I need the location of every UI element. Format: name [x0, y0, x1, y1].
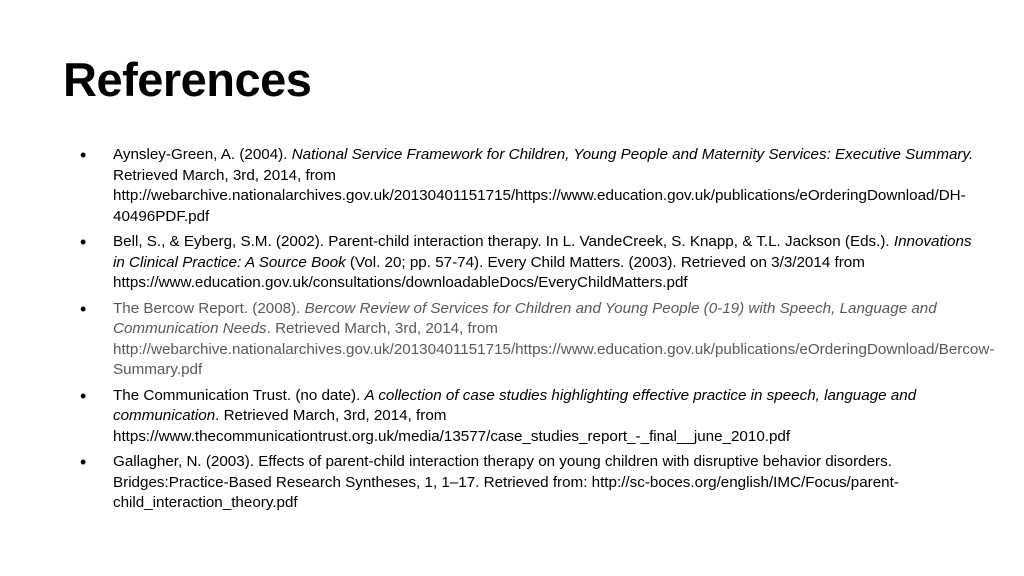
- bullet-icon: •: [80, 145, 87, 165]
- reference-tail: . Retrieved March, 3rd, 2014, from: [215, 407, 447, 424]
- bullet-icon: •: [80, 232, 87, 252]
- reference-title: Innovations in Clinical Practice: A Source Book: [113, 233, 972, 271]
- reference-lead: The Communication Trust. (no date).: [113, 386, 365, 404]
- reference-item: [80, 145, 980, 227]
- bullet-icon: •: [80, 298, 87, 319]
- reference-item: [80, 452, 980, 514]
- reference-lead: Aynsley-Green, A. (2004).: [113, 146, 292, 163]
- reference-title: Bercow Review of Services for Children and Young People (0-19) with Speech, Language and Communication Needs: [113, 299, 937, 337]
- reference-tail: Retrieved March, 3rd, 2014, from: [113, 166, 336, 184]
- reference-title: National Service Framework for Children, Young People and Maternity Services: Executive Summary.: [291, 146, 974, 163]
- bullet-icon: •: [80, 385, 87, 406]
- reference-tail: (Vol. 20; pp. 57-74). Every Child Matters. (2003). Retrieved on 3/3/2014 from: [345, 253, 865, 271]
- reference-lead: Gallagher, N. (2003). Effects of parent-child interaction therapy on young children with disruptive behavior disorders. Bridges:Practice-Based Research Syntheses, 1, 1–17. Retrieved from: http://sc-boces.org/english/IMC/Focus/parent-child_interaction_theory.pdf: [113, 453, 899, 511]
- reference-tail: . Retrieved March, 3rd, 2014, from: [266, 320, 498, 337]
- reference-lead: The Bercow Report. (2008).: [113, 299, 305, 317]
- reference-item: [80, 232, 980, 294]
- reference-url: http://webarchive.nationalarchives.gov.uk/20130401151715/https://www.education.gov.uk/publications/eOrderingDownload/Bercow-Summary.pdf: [113, 340, 995, 378]
- slide-title: References: [63, 53, 312, 106]
- reference-list: [80, 145, 995, 519]
- reference-url: https://www.thecommunicationtrust.org.uk/media/13577/case_studies_report_-_final__june_2010.pdf: [113, 427, 791, 445]
- reference-url: https://www.education.gov.uk/consultations/downloadableDocs/EveryChildMatters.pdf: [113, 274, 688, 291]
- reference-item: [80, 386, 980, 448]
- reference-lead: Bell, S., & Eyberg, S.M. (2002). Parent-child interaction therapy. In L. VandeCreek, S. Knapp, & T.L. Jackson (Eds.).: [113, 233, 894, 250]
- reference-url: http://webarchive.nationalarchives.gov.uk/20130401151715/https://www.education.gov.uk/publications/eOrderingDownload/DH-40496PDF.pdf: [113, 187, 966, 225]
- reference-item: [80, 298, 995, 381]
- reference-title: A collection of case studies highlighting effective practice in speech, language and communication: [113, 386, 917, 424]
- bullet-icon: •: [80, 452, 87, 472]
